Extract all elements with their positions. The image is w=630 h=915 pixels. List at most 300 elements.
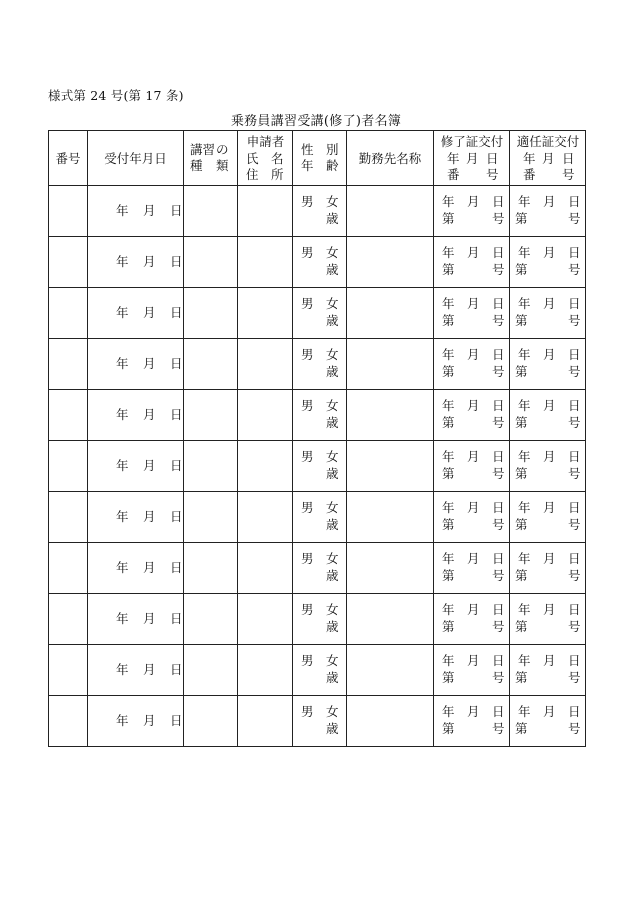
cell-reception-date[interactable]: [88, 288, 184, 339]
header-qualification-cert-month: 月: [542, 151, 555, 166]
completion-month-label: 月: [467, 194, 480, 209]
cell-reception-date[interactable]: [88, 390, 184, 441]
cell-qualification-cert[interactable]: [510, 696, 586, 747]
cell-reception-date[interactable]: [88, 441, 184, 492]
qualification-month-label: 月: [543, 500, 556, 515]
completion-month-label: 月: [467, 602, 480, 617]
qualification-day-label: 日: [568, 653, 581, 668]
completion-dai-label: 第: [442, 568, 455, 583]
cell-completion-cert[interactable]: [434, 594, 510, 645]
male-option[interactable]: 男: [301, 704, 314, 719]
table-row: [49, 696, 586, 747]
completion-dai-label: 第: [442, 517, 455, 532]
header-sex-age-line1a: 性: [301, 142, 314, 157]
cell-reception-date[interactable]: [88, 339, 184, 390]
qualification-month-label: 月: [543, 398, 556, 413]
cell-workplace[interactable]: [347, 288, 434, 339]
completion-go-label: 号: [492, 721, 505, 736]
cell-applicant[interactable]: [238, 288, 293, 339]
female-option[interactable]: 女: [326, 347, 339, 362]
reception-month-label: 月: [143, 305, 156, 320]
female-option[interactable]: 女: [326, 551, 339, 566]
cell-workplace[interactable]: [347, 390, 434, 441]
header-workplace: [347, 131, 434, 186]
male-option[interactable]: 男: [301, 551, 314, 566]
male-option[interactable]: 男: [301, 347, 314, 362]
completion-day-label: 日: [492, 653, 505, 668]
reception-year-label: 年: [116, 662, 129, 677]
completion-go-label: 号: [492, 313, 505, 328]
cell-applicant[interactable]: [238, 492, 293, 543]
reception-month-label: 月: [143, 203, 156, 218]
qualification-day-label: 日: [568, 500, 581, 515]
header-course-type-line1a: 講習: [190, 142, 216, 157]
completion-month-label: 月: [467, 245, 480, 260]
completion-month-label: 月: [467, 398, 480, 413]
qualification-month-label: 月: [543, 347, 556, 362]
age-unit-label: 歳: [326, 313, 339, 328]
cell-sex-age[interactable]: [293, 543, 347, 594]
qualification-month-label: 月: [543, 653, 556, 668]
header-sex-age-line1b: 別: [326, 142, 339, 157]
completion-dai-label: 第: [442, 211, 455, 226]
header-reception-date: [88, 131, 184, 186]
table-row: [49, 339, 586, 390]
reception-month-label: 月: [143, 356, 156, 371]
qualification-month-label: 月: [543, 449, 556, 464]
cell-number[interactable]: [49, 288, 88, 339]
female-option[interactable]: 女: [326, 602, 339, 617]
qualification-dai-label: 第: [515, 517, 528, 532]
cell-course-type[interactable]: [184, 288, 238, 339]
cell-applicant[interactable]: [238, 594, 293, 645]
cell-completion-cert[interactable]: [434, 237, 510, 288]
reception-year-label: 年: [116, 611, 129, 626]
table-row: [49, 186, 586, 237]
cell-number[interactable]: [49, 543, 88, 594]
cell-course-type[interactable]: [184, 543, 238, 594]
reception-month-label: 月: [143, 713, 156, 728]
completion-month-label: 月: [467, 500, 480, 515]
cell-workplace[interactable]: [347, 543, 434, 594]
header-row: [49, 131, 586, 186]
cell-completion-cert[interactable]: [434, 696, 510, 747]
cell-sex-age[interactable]: [293, 492, 347, 543]
header-qualification-cert-day: 日: [562, 151, 575, 166]
completion-go-label: 号: [492, 517, 505, 532]
reception-year-label: 年: [116, 407, 129, 422]
qualification-year-label: 年: [518, 398, 531, 413]
qualification-go-label: 号: [568, 313, 581, 328]
qualification-year-label: 年: [518, 347, 531, 362]
reception-year-label: 年: [116, 305, 129, 320]
female-option[interactable]: 女: [326, 500, 339, 515]
completion-day-label: 日: [492, 245, 505, 260]
document-title: 乗務員講習受講(修了)者名簿: [230, 114, 402, 129]
cell-number[interactable]: [49, 441, 88, 492]
cell-completion-cert[interactable]: [434, 492, 510, 543]
completion-year-label: 年: [442, 245, 455, 260]
completion-go-label: 号: [492, 619, 505, 634]
qualification-day-label: 日: [568, 194, 581, 209]
cell-completion-cert[interactable]: [434, 645, 510, 696]
qualification-year-label: 年: [518, 551, 531, 566]
completion-dai-label: 第: [442, 670, 455, 685]
age-unit-label: 歳: [326, 619, 339, 634]
cell-completion-cert[interactable]: [434, 288, 510, 339]
cell-workplace[interactable]: [347, 645, 434, 696]
age-unit-label: 歳: [326, 364, 339, 379]
cell-course-type[interactable]: [184, 696, 238, 747]
header-qualification-cert: [510, 131, 586, 186]
completion-go-label: 号: [492, 364, 505, 379]
cell-course-type[interactable]: [184, 186, 238, 237]
female-option[interactable]: 女: [326, 398, 339, 413]
reception-month-label: 月: [143, 509, 156, 524]
cell-qualification-cert[interactable]: [510, 339, 586, 390]
qualification-dai-label: 第: [515, 670, 528, 685]
cell-workplace[interactable]: [347, 186, 434, 237]
cell-workplace[interactable]: [347, 441, 434, 492]
header-number: [49, 131, 88, 186]
completion-year-label: 年: [442, 704, 455, 719]
female-option[interactable]: 女: [326, 245, 339, 260]
reception-month-label: 月: [143, 254, 156, 269]
cell-applicant[interactable]: [238, 441, 293, 492]
qualification-go-label: 号: [568, 517, 581, 532]
cell-number[interactable]: [49, 339, 88, 390]
reception-day-label: 日: [170, 203, 183, 218]
header-reception-date-label: 受付年月日: [104, 151, 167, 166]
reception-day-label: 日: [170, 458, 183, 473]
age-unit-label: 歳: [326, 262, 339, 277]
cell-applicant[interactable]: [238, 237, 293, 288]
cell-course-type[interactable]: [184, 492, 238, 543]
male-option[interactable]: 男: [301, 602, 314, 617]
register-body: [49, 186, 586, 747]
completion-month-label: 月: [467, 551, 480, 566]
cell-sex-age[interactable]: [293, 696, 347, 747]
qualification-go-label: 号: [568, 466, 581, 481]
header-course-type-line2a: 種: [190, 158, 203, 173]
reception-day-label: 日: [170, 662, 183, 677]
form-number: 様式第 24 号(第 17 条): [48, 88, 184, 103]
cell-reception-date[interactable]: [88, 237, 184, 288]
cell-qualification-cert[interactable]: [510, 288, 586, 339]
completion-month-label: 月: [467, 704, 480, 719]
completion-year-label: 年: [442, 194, 455, 209]
cell-course-type[interactable]: [184, 339, 238, 390]
cell-applicant[interactable]: [238, 645, 293, 696]
header-completion-cert-day: 日: [486, 151, 499, 166]
qualification-go-label: 号: [568, 211, 581, 226]
cell-completion-cert[interactable]: [434, 543, 510, 594]
cell-sex-age[interactable]: [293, 390, 347, 441]
header-applicant-line3b: 所: [271, 167, 284, 182]
cell-sex-age[interactable]: [293, 594, 347, 645]
qualification-year-label: 年: [518, 602, 531, 617]
reception-month-label: 月: [143, 560, 156, 575]
completion-day-label: 日: [492, 449, 505, 464]
cell-workplace[interactable]: [347, 594, 434, 645]
header-applicant: [238, 131, 293, 186]
completion-day-label: 日: [492, 602, 505, 617]
completion-day-label: 日: [492, 296, 505, 311]
header-applicant-line2b: 名: [271, 151, 284, 166]
completion-year-label: 年: [442, 449, 455, 464]
cell-reception-date[interactable]: [88, 645, 184, 696]
age-unit-label: 歳: [326, 670, 339, 685]
cell-workplace[interactable]: [347, 339, 434, 390]
qualification-day-label: 日: [568, 551, 581, 566]
header-applicant-line2a: 氏: [246, 151, 259, 166]
cell-qualification-cert[interactable]: [510, 390, 586, 441]
male-option[interactable]: 男: [301, 194, 314, 209]
cell-course-type[interactable]: [184, 237, 238, 288]
header-completion-cert-year: 年: [447, 151, 460, 166]
cell-completion-cert[interactable]: [434, 390, 510, 441]
completion-dai-label: 第: [442, 313, 455, 328]
qualification-day-label: 日: [568, 398, 581, 413]
cell-course-type[interactable]: [184, 594, 238, 645]
cell-number[interactable]: [49, 696, 88, 747]
qualification-go-label: 号: [568, 568, 581, 583]
register-table: [48, 130, 586, 747]
completion-year-label: 年: [442, 500, 455, 515]
completion-day-label: 日: [492, 500, 505, 515]
qualification-dai-label: 第: [515, 211, 528, 226]
completion-dai-label: 第: [442, 364, 455, 379]
female-option[interactable]: 女: [326, 296, 339, 311]
header-course-type-line1b: の: [216, 142, 229, 157]
header-workplace-label: 勤務先名称: [358, 151, 422, 166]
cell-applicant[interactable]: [238, 696, 293, 747]
qualification-day-label: 日: [568, 296, 581, 311]
cell-reception-date[interactable]: [88, 492, 184, 543]
cell-sex-age[interactable]: [293, 237, 347, 288]
qualification-year-label: 年: [518, 653, 531, 668]
male-option[interactable]: 男: [301, 449, 314, 464]
cell-qualification-cert[interactable]: [510, 441, 586, 492]
header-completion-cert: [434, 131, 510, 186]
qualification-dai-label: 第: [515, 619, 528, 634]
qualification-year-label: 年: [518, 245, 531, 260]
qualification-year-label: 年: [518, 704, 531, 719]
cell-qualification-cert[interactable]: [510, 543, 586, 594]
cell-number[interactable]: [49, 594, 88, 645]
female-option[interactable]: 女: [326, 194, 339, 209]
reception-year-label: 年: [116, 509, 129, 524]
qualification-month-label: 月: [543, 551, 556, 566]
completion-dai-label: 第: [442, 262, 455, 277]
qualification-go-label: 号: [568, 262, 581, 277]
age-unit-label: 歳: [326, 568, 339, 583]
completion-go-label: 号: [492, 670, 505, 685]
table-row: [49, 543, 586, 594]
header-sex-age: [293, 131, 347, 186]
reception-month-label: 月: [143, 611, 156, 626]
table-row: [49, 594, 586, 645]
female-option[interactable]: 女: [326, 449, 339, 464]
completion-go-label: 号: [492, 262, 505, 277]
reception-year-label: 年: [116, 254, 129, 269]
cell-qualification-cert[interactable]: [510, 186, 586, 237]
reception-month-label: 月: [143, 458, 156, 473]
qualification-year-label: 年: [518, 194, 531, 209]
completion-day-label: 日: [492, 194, 505, 209]
qualification-dai-label: 第: [515, 364, 528, 379]
qualification-dai-label: 第: [515, 568, 528, 583]
reception-month-label: 月: [143, 662, 156, 677]
age-unit-label: 歳: [326, 466, 339, 481]
qualification-go-label: 号: [568, 415, 581, 430]
completion-go-label: 号: [492, 415, 505, 430]
qualification-year-label: 年: [518, 449, 531, 464]
cell-number[interactable]: [49, 390, 88, 441]
cell-qualification-cert[interactable]: [510, 645, 586, 696]
reception-day-label: 日: [170, 356, 183, 371]
qualification-day-label: 日: [568, 347, 581, 362]
header-applicant-line1: 申請者: [246, 134, 285, 149]
qualification-year-label: 年: [518, 500, 531, 515]
header-qualification-cert-ban: 番: [523, 167, 536, 182]
qualification-go-label: 号: [568, 721, 581, 736]
qualification-month-label: 月: [543, 602, 556, 617]
male-option[interactable]: 男: [301, 398, 314, 413]
completion-year-label: 年: [442, 347, 455, 362]
cell-applicant[interactable]: [238, 186, 293, 237]
cell-applicant[interactable]: [238, 339, 293, 390]
cell-reception-date[interactable]: [88, 186, 184, 237]
reception-year-label: 年: [116, 356, 129, 371]
cell-reception-date[interactable]: [88, 696, 184, 747]
qualification-month-label: 月: [543, 296, 556, 311]
qualification-day-label: 日: [568, 245, 581, 260]
cell-qualification-cert[interactable]: [510, 492, 586, 543]
qualification-go-label: 号: [568, 619, 581, 634]
cell-qualification-cert[interactable]: [510, 237, 586, 288]
cell-applicant[interactable]: [238, 390, 293, 441]
header-qualification-cert-year: 年: [523, 151, 536, 166]
cell-workplace[interactable]: [347, 492, 434, 543]
reception-year-label: 年: [116, 560, 129, 575]
cell-course-type[interactable]: [184, 645, 238, 696]
cell-qualification-cert[interactable]: [510, 594, 586, 645]
reception-year-label: 年: [116, 203, 129, 218]
cell-number[interactable]: [49, 645, 88, 696]
completion-dai-label: 第: [442, 466, 455, 481]
cell-completion-cert[interactable]: [434, 186, 510, 237]
completion-day-label: 日: [492, 704, 505, 719]
completion-dai-label: 第: [442, 721, 455, 736]
completion-year-label: 年: [442, 398, 455, 413]
cell-sex-age[interactable]: [293, 186, 347, 237]
cell-reception-date[interactable]: [88, 594, 184, 645]
header-completion-cert-go: 号: [486, 167, 499, 182]
cell-course-type[interactable]: [184, 390, 238, 441]
table-row: [49, 492, 586, 543]
male-option[interactable]: 男: [301, 245, 314, 260]
completion-month-label: 月: [467, 296, 480, 311]
male-option[interactable]: 男: [301, 296, 314, 311]
completion-month-label: 月: [467, 347, 480, 362]
completion-day-label: 日: [492, 551, 505, 566]
completion-dai-label: 第: [442, 415, 455, 430]
age-unit-label: 歳: [326, 721, 339, 736]
cell-sex-age[interactable]: [293, 288, 347, 339]
table-row: [49, 390, 586, 441]
header-completion-cert-month: 月: [466, 151, 479, 166]
header-sex-age-line2b: 齢: [326, 158, 339, 173]
qualification-month-label: 月: [543, 194, 556, 209]
qualification-year-label: 年: [518, 296, 531, 311]
cell-sex-age[interactable]: [293, 645, 347, 696]
cell-course-type[interactable]: [184, 441, 238, 492]
qualification-month-label: 月: [543, 704, 556, 719]
cell-reception-date[interactable]: [88, 543, 184, 594]
qualification-dai-label: 第: [515, 313, 528, 328]
completion-go-label: 号: [492, 466, 505, 481]
cell-sex-age[interactable]: [293, 441, 347, 492]
header-qualification-cert-line1: 適任証交付: [516, 134, 580, 149]
qualification-month-label: 月: [543, 245, 556, 260]
qualification-day-label: 日: [568, 704, 581, 719]
female-option[interactable]: 女: [326, 704, 339, 719]
age-unit-label: 歳: [326, 415, 339, 430]
cell-completion-cert[interactable]: [434, 339, 510, 390]
cell-completion-cert[interactable]: [434, 441, 510, 492]
male-option[interactable]: 男: [301, 653, 314, 668]
completion-year-label: 年: [442, 296, 455, 311]
table-row: [49, 288, 586, 339]
header-sex-age-line2a: 年: [301, 158, 314, 173]
header-completion-cert-line1: 修了証交付: [440, 134, 504, 149]
qualification-day-label: 日: [568, 449, 581, 464]
table-row: [49, 645, 586, 696]
reception-day-label: 日: [170, 407, 183, 422]
reception-month-label: 月: [143, 407, 156, 422]
cell-workplace[interactable]: [347, 696, 434, 747]
header-course-type-line2b: 類: [216, 158, 229, 173]
cell-applicant[interactable]: [238, 543, 293, 594]
reception-day-label: 日: [170, 509, 183, 524]
header-course-type: [184, 131, 238, 186]
cell-number[interactable]: [49, 492, 88, 543]
header-number-label: 番号: [55, 151, 81, 166]
reception-day-label: 日: [170, 305, 183, 320]
reception-day-label: 日: [170, 611, 183, 626]
qualification-dai-label: 第: [515, 262, 528, 277]
completion-day-label: 日: [492, 398, 505, 413]
completion-year-label: 年: [442, 551, 455, 566]
qualification-go-label: 号: [568, 670, 581, 685]
header-completion-cert-ban: 番: [447, 167, 460, 182]
completion-year-label: 年: [442, 653, 455, 668]
male-option[interactable]: 男: [301, 500, 314, 515]
header-qualification-cert-go: 号: [562, 167, 575, 182]
cell-number[interactable]: [49, 186, 88, 237]
cell-sex-age[interactable]: [293, 339, 347, 390]
female-option[interactable]: 女: [326, 653, 339, 668]
cell-workplace[interactable]: [347, 237, 434, 288]
cell-number[interactable]: [49, 237, 88, 288]
reception-day-label: 日: [170, 254, 183, 269]
completion-month-label: 月: [467, 653, 480, 668]
completion-dai-label: 第: [442, 619, 455, 634]
table-row: [49, 237, 586, 288]
completion-go-label: 号: [492, 568, 505, 583]
header-applicant-line3a: 住: [246, 167, 259, 182]
